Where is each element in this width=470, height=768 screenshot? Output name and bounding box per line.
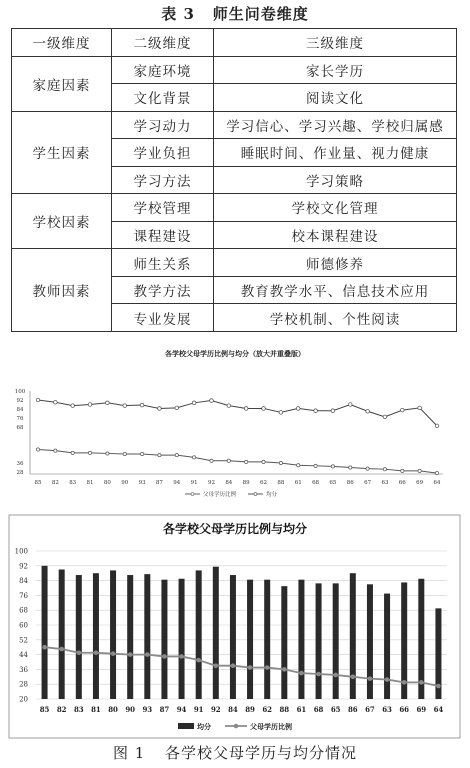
level3-cell: 睡眠时间、作业量、视力健康 <box>214 139 457 167</box>
x-tick-label: 61 <box>296 705 307 714</box>
bar <box>213 567 219 699</box>
data-point <box>314 409 318 413</box>
bar <box>333 583 339 699</box>
data-point <box>248 665 253 670</box>
data-point <box>366 467 369 470</box>
data-point <box>368 676 373 681</box>
x-tick-label: 88 <box>279 705 290 714</box>
data-point <box>366 409 370 413</box>
x-tick-label: 65 <box>330 705 341 714</box>
x-tick-label: 67 <box>364 480 372 486</box>
y-tick-label: 100 <box>14 389 26 395</box>
x-tick-label: 80 <box>108 705 118 714</box>
bar <box>179 579 185 699</box>
y-tick-label: 28 <box>16 470 24 476</box>
data-point <box>162 654 167 659</box>
x-tick-label: 94 <box>176 705 187 714</box>
level2-cell: 文化背景 <box>112 84 214 112</box>
data-point <box>94 650 99 655</box>
x-tick-label: 63 <box>382 705 392 714</box>
level3-cell: 教育教学水平、信息技术应用 <box>214 276 457 304</box>
data-point <box>435 424 439 428</box>
level3-cell: 学校机制、个性阅读 <box>214 304 457 332</box>
x-tick-label: 62 <box>260 480 268 486</box>
x-tick-label: 93 <box>138 480 146 486</box>
legend-label-average: 均分 <box>266 492 278 498</box>
data-point <box>140 452 143 455</box>
data-point <box>349 466 352 469</box>
data-point <box>279 461 282 464</box>
data-point <box>158 407 162 411</box>
data-point <box>106 401 110 405</box>
x-tick-label: 61 <box>294 480 302 486</box>
x-tick-label: 82 <box>51 480 59 486</box>
legend-swatch-average <box>178 723 194 729</box>
data-point <box>265 665 270 670</box>
data-point <box>106 452 109 455</box>
table-number: 表 3 <box>161 5 195 23</box>
data-point <box>210 459 213 462</box>
data-point <box>299 671 304 676</box>
data-point <box>54 400 58 404</box>
line-chart-title: 各学校父母学历比例与均分（放大并重叠版） <box>165 349 305 358</box>
figure-number: 图 1 <box>112 744 146 762</box>
legend-label-parent-edu: 父母学历比例 <box>250 722 292 731</box>
table-header-cell: 一级维度 <box>12 29 112 57</box>
y-tick-label: 36 <box>16 461 24 467</box>
x-tick-label: 66 <box>398 480 406 486</box>
x-tick-label: 89 <box>242 480 250 486</box>
data-point <box>210 399 214 403</box>
data-point <box>140 403 144 407</box>
figure-title: 各学校父母学历与均分情况 <box>165 744 358 762</box>
data-point <box>77 650 82 655</box>
level2-cell: 专业发展 <box>112 304 214 332</box>
data-point <box>54 449 57 452</box>
x-tick-label: 87 <box>155 480 163 486</box>
y-tick-label: 84 <box>16 407 24 413</box>
x-tick-label: 64 <box>433 705 444 714</box>
data-point <box>128 652 133 657</box>
data-point <box>383 415 387 419</box>
x-tick-label: 63 <box>381 480 389 486</box>
data-point <box>316 672 321 677</box>
bar <box>230 575 236 699</box>
bar <box>110 570 116 699</box>
data-point <box>244 407 248 411</box>
data-point <box>36 398 40 402</box>
bar <box>93 573 99 699</box>
bar <box>42 566 48 699</box>
data-point <box>158 454 161 457</box>
y-tick-label: 92 <box>19 562 28 571</box>
x-tick-label: 64 <box>433 480 441 486</box>
data-point <box>402 680 407 685</box>
bar <box>196 570 202 699</box>
x-tick-label: 94 <box>173 480 181 486</box>
x-tick-label: 88 <box>277 480 285 486</box>
bar <box>247 580 253 699</box>
x-tick-label: 68 <box>313 705 324 714</box>
x-tick-label: 84 <box>225 480 233 486</box>
series-line-average <box>38 400 437 426</box>
data-point <box>297 464 300 467</box>
x-tick-label: 62 <box>262 705 273 714</box>
data-point <box>296 407 300 411</box>
data-point <box>71 404 75 408</box>
table-title: 师生问卷维度 <box>212 5 309 23</box>
bar <box>281 586 287 699</box>
x-tick-label: 92 <box>210 705 221 714</box>
data-point <box>418 406 422 410</box>
data-point <box>231 663 236 668</box>
level3-cell: 阅读文化 <box>214 84 457 112</box>
bar <box>144 574 150 699</box>
bar <box>264 580 270 699</box>
data-point <box>88 403 92 407</box>
level2-cell: 学校管理 <box>112 194 214 222</box>
data-point <box>175 454 178 457</box>
data-point <box>71 451 74 454</box>
level2-cell: 家庭环境 <box>112 56 214 84</box>
bar <box>161 580 167 699</box>
y-tick-label: 28 <box>19 680 28 689</box>
level3-cell: 家长学历 <box>214 56 457 84</box>
level2-cell: 学业负担 <box>112 139 214 167</box>
y-tick-label: 60 <box>19 621 28 630</box>
level1-cell: 家庭因素 <box>12 56 112 111</box>
data-point <box>282 667 287 672</box>
data-point <box>401 408 405 412</box>
y-tick-label: 84 <box>19 577 28 586</box>
legend-label-parent-edu: 父母学历比例 <box>203 492 237 498</box>
data-point <box>435 472 438 475</box>
x-tick-label: 82 <box>56 705 67 714</box>
data-point <box>314 464 317 467</box>
level3-cell: 学习信心、学习兴趣、学校归属感 <box>214 111 457 139</box>
bar <box>367 584 373 699</box>
data-point <box>383 468 386 471</box>
legend-marker-average <box>254 493 257 496</box>
data-point <box>385 677 390 682</box>
data-point <box>418 469 421 472</box>
x-tick-label: 69 <box>416 705 427 714</box>
x-tick-label: 85 <box>34 480 42 486</box>
level1-cell: 学校因素 <box>12 194 112 249</box>
data-point <box>331 465 334 468</box>
x-tick-label: 80 <box>103 480 111 486</box>
level1-cell: 教师因素 <box>12 249 112 332</box>
x-tick-label: 65 <box>329 480 337 486</box>
table-header-cell: 三级维度 <box>214 29 457 57</box>
x-tick-label: 90 <box>125 705 136 714</box>
level2-cell: 学习动力 <box>112 111 214 139</box>
data-point <box>179 654 184 659</box>
x-tick-label: 89 <box>245 705 255 714</box>
data-point <box>196 658 201 663</box>
y-tick-label: 68 <box>16 425 24 431</box>
data-point <box>227 459 230 462</box>
data-point <box>214 663 219 668</box>
x-tick-label: 92 <box>207 480 215 486</box>
data-point <box>88 451 91 454</box>
x-tick-label: 85 <box>39 705 50 714</box>
data-point <box>193 456 196 459</box>
x-tick-label: 83 <box>73 705 84 714</box>
y-tick-label: 36 <box>19 665 28 674</box>
x-tick-label: 86 <box>346 480 354 486</box>
x-tick-label: 87 <box>159 705 170 714</box>
x-tick-label: 68 <box>312 480 320 486</box>
bar <box>384 594 390 699</box>
data-point <box>42 645 47 650</box>
level3-cell: 校本课程建设 <box>214 221 457 249</box>
level3-cell: 学校文化管理 <box>214 194 457 222</box>
data-point <box>123 452 126 455</box>
x-tick-label: 86 <box>347 705 358 714</box>
data-point <box>111 651 116 656</box>
data-point <box>59 647 64 652</box>
x-tick-label: 81 <box>86 480 94 486</box>
legend-marker-parent-edu <box>191 493 194 496</box>
y-tick-label: 52 <box>19 636 28 645</box>
level2-cell: 教学方法 <box>112 276 214 304</box>
y-tick-label: 92 <box>16 398 24 404</box>
y-tick-label: 76 <box>19 591 28 600</box>
level3-cell: 师德修养 <box>214 249 457 277</box>
bar <box>76 575 82 699</box>
y-tick-label: 20 <box>19 695 28 704</box>
series-line-parent-edu <box>38 450 437 474</box>
data-point <box>331 409 335 413</box>
data-point <box>436 684 441 689</box>
legend-marker-parent-edu <box>234 724 239 729</box>
x-tick-label: 90 <box>121 480 129 486</box>
level1-cell: 学生因素 <box>12 111 112 194</box>
y-tick-label: 100 <box>14 547 28 556</box>
data-point <box>123 404 127 408</box>
bar-chart-title: 各学校父母学历比例与均分 <box>162 522 308 536</box>
bar <box>316 583 322 699</box>
data-point <box>192 401 196 405</box>
bar <box>127 575 133 699</box>
bar <box>350 573 356 699</box>
data-point <box>351 675 356 680</box>
level2-cell: 师生关系 <box>112 249 214 277</box>
y-tick-label: 68 <box>19 606 28 615</box>
bar <box>298 580 304 699</box>
data-point <box>262 407 266 411</box>
x-tick-label: 81 <box>91 705 101 714</box>
data-point <box>175 406 179 410</box>
level2-cell: 课程建设 <box>112 221 214 249</box>
x-tick-label: 83 <box>69 480 77 486</box>
x-tick-label: 67 <box>365 705 375 714</box>
level2-cell: 学习方法 <box>112 166 214 194</box>
bar <box>59 570 65 700</box>
data-point <box>279 411 283 415</box>
x-tick-label: 93 <box>142 705 153 714</box>
data-point <box>401 469 404 472</box>
y-tick-label: 76 <box>16 416 24 422</box>
legend-label-average: 均分 <box>197 722 211 731</box>
table-header-cell: 二级维度 <box>112 29 214 57</box>
data-point <box>227 404 231 408</box>
x-tick-label: 84 <box>228 705 238 714</box>
data-point <box>145 652 150 657</box>
data-point <box>36 448 39 451</box>
data-point <box>262 460 265 463</box>
data-point <box>245 460 248 463</box>
y-tick-label: 44 <box>19 651 28 660</box>
x-tick-label: 91 <box>193 705 204 714</box>
data-point <box>333 673 338 678</box>
level3-cell: 学习策略 <box>214 166 457 194</box>
x-tick-label: 69 <box>416 480 424 486</box>
data-point <box>419 680 424 685</box>
x-tick-label: 91 <box>190 480 198 486</box>
x-tick-label: 66 <box>399 705 410 714</box>
figure-caption <box>0 742 470 763</box>
data-point <box>348 403 352 407</box>
